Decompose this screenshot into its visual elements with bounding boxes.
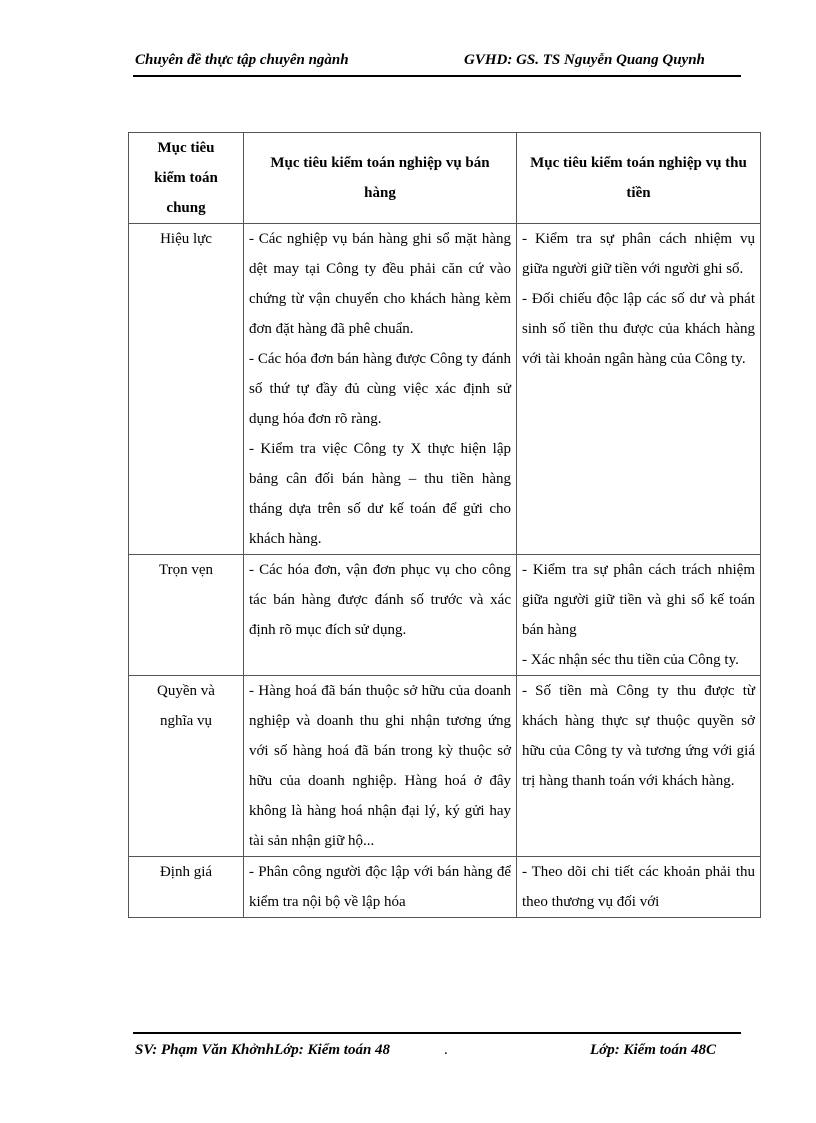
cell-paragraph: - Phân công người độc lập với bán hàng để kiểm tra nội bộ về lập hóa [249, 864, 511, 910]
footer-student: SV: Phạm Văn KhởnhLớp: Kiểm toán 48 [135, 1042, 391, 1058]
table-row [129, 676, 761, 857]
cell-paragraph: - Theo dõi chi tiết các khoản phải thu theo thương vụ đối với [522, 864, 755, 910]
sales-cell [244, 857, 517, 918]
page-footer [133, 1032, 741, 1062]
cell-paragraph: - Đối chiếu độc lập các số dư và phát sinh số tiền thu được của khách hàng với tài khoản ngân hàng của Công ty. [522, 291, 755, 367]
page-header [133, 47, 741, 77]
footer-class: Lớp: Kiểm toán 48C [590, 1042, 716, 1058]
row-label-valuation: Định giá [129, 857, 244, 918]
cell-paragraph: - Số tiền mà Công ty thu được từ khách hàng thực sự thuộc quyền sở hữu của Công ty và tương ứng với giá trị hàng thanh toán với khách hàng. [522, 683, 755, 789]
collection-cell [517, 676, 761, 857]
cell-paragraph: - Hàng hoá đã bán thuộc sở hữu của doanh nghiệp và doanh thu ghi nhận tương ứng với số hàng hoá đã bán trong kỳ thuộc sở hữu của doanh nghiệp. Hàng hoá ở đây không là hàng hoá nhận đại lý, ký gửi hay tài sản nhận giữ hộ... [249, 683, 511, 849]
cell-paragraph: - Kiểm tra việc Công ty X thực hiện lập bảng cân đối bán hàng – thu tiền hàng tháng dựa trên số dư kế toán để gửi cho khách hàng. [249, 441, 511, 547]
row-label-validity: Hiệu lực [129, 224, 244, 555]
cell-paragraph: - Các nghiệp vụ bán hàng ghi sổ mặt hàng dệt may tại Công ty đều phải căn cứ vào chứng từ vận chuyển cho khách hàng kèm đơn đặt hàng đã phê chuẩn. [249, 231, 511, 337]
cell-paragraph: - Kiểm tra sự phân cách trách nhiệm giữa người giữ tiền và ghi sổ kế toán bán hàng [522, 562, 755, 638]
table-row [129, 857, 761, 918]
table-row [129, 224, 761, 555]
collection-cell [517, 555, 761, 676]
sales-cell [244, 555, 517, 676]
footer-dot: . [444, 1042, 448, 1058]
column-header-collection: Mục tiêu kiểm toán nghiệp vụ thu tiền [517, 133, 761, 224]
cell-paragraph: - Kiểm tra sự phân cách nhiệm vụ giữa người giữ tiền với người ghi sổ. [522, 231, 755, 277]
column-header-general: Mục tiêu kiểm toán chung [129, 133, 244, 224]
sales-cell [244, 224, 517, 555]
row-label-rights-obligations: Quyền và nghĩa vụ [129, 676, 244, 857]
table-header-row [129, 133, 761, 224]
column-header-sales: Mục tiêu kiểm toán nghiệp vụ bán hàng [244, 133, 517, 224]
table-row [129, 555, 761, 676]
row-label-completeness: Trọn vẹn [129, 555, 244, 676]
collection-cell [517, 224, 761, 555]
sales-cell [244, 676, 517, 857]
header-advisor: GVHD: GS. TS Nguyễn Quang Quynh [464, 52, 705, 68]
cell-paragraph: - Xác nhận séc thu tiền của Công ty. [522, 652, 739, 668]
header-course-title: Chuyên đề thực tập chuyên ngành [135, 52, 349, 68]
cell-paragraph: - Các hóa đơn bán hàng được Công ty đánh số thứ tự đầy đủ cùng việc xác định sử dụng hóa đơn rõ ràng. [249, 351, 511, 427]
collection-cell [517, 857, 761, 918]
audit-objectives-table [128, 132, 761, 918]
cell-paragraph: - Các hóa đơn, vận đơn phục vụ cho công tác bán hàng được đánh số trước và xác định rõ mục đích sử dụng. [249, 562, 511, 638]
